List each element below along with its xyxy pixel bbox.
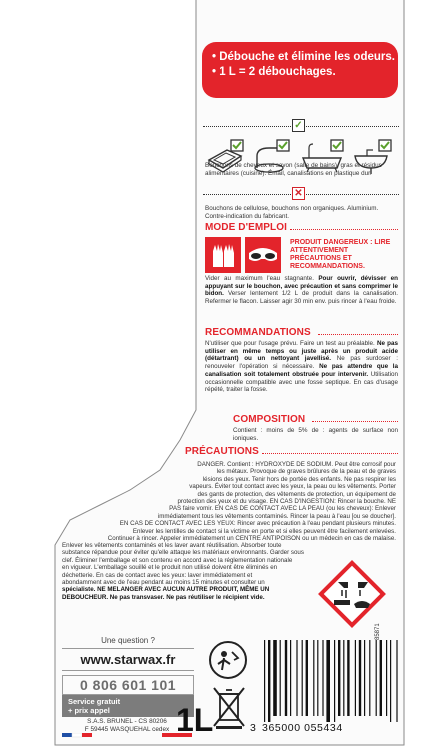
unsuitable-uses-text: Bouchons de cellulose, bouchons non organiques. Aluminium. Contre-indication du fabricant. — [205, 205, 379, 220]
precaution-line: en vigueur. L'emballage souillé et le produit non utilisé doivent être éliminés en — [62, 564, 278, 572]
mode-emploi-text — [205, 275, 398, 306]
barcode-digits: 365000 055434 — [262, 722, 343, 734]
precaution-line: déchetterie. En cas de contact avec les yeux: laver immédiatement et — [62, 571, 253, 579]
precaution-line: DEBOUCHEUR. Ne pas transvaser. Ne pas réutiliser le récipient vide. — [62, 593, 265, 601]
barcode-bar — [317, 640, 318, 716]
company-address — [62, 718, 192, 734]
service-line-2: + prix appel — [68, 706, 110, 715]
barcode-bar — [396, 640, 397, 722]
reco-text-bold-1: Ne pas utiliser en même temps ou juste après un produit acide (détartrant) ou un nettoyant javellisé. — [205, 340, 398, 363]
reco-text-1: N'utiliser que pour l'usage prévu. Faire un test au préalable. — [205, 340, 375, 347]
composition-title: COMPOSITION — [233, 414, 306, 425]
question-label: Une question ? — [101, 636, 155, 645]
composition-text: Contient : moins de 5% de : agents de surface non ioniques. — [233, 427, 398, 442]
claim-line-1: • Débouche et élimine les odeurs. — [212, 51, 395, 63]
recommandations-title: RECOMMANDATIONS — [205, 327, 311, 338]
barcode-bar — [290, 640, 291, 716]
gloves-icon — [205, 237, 241, 273]
barcode-bar — [347, 640, 349, 716]
precaution-line: spécialiste. NE MELANGER AVEC AUCUN AUTRE PRODUIT, MÊME UN — [62, 586, 270, 594]
suitable-uses-text: Bouchons de cheveux et savon (salle de bains), gras et résidus alimentaires (cuisine). Émail, canalisations en plastique dur. — [205, 162, 382, 177]
check-icon: ✓ — [292, 119, 305, 132]
claims-banner — [202, 42, 398, 98]
barcode-bar — [280, 640, 281, 716]
precautions-text-top — [108, 461, 396, 542]
barcode-first-digit: 3 — [250, 722, 256, 734]
reco-text-bold-2: Ne pas attendre que la canalisation soit totalement obstruée pour intervenir. — [205, 363, 399, 378]
precaution-line: EN CAS DE CONTACT AVEC LES YEUX: Rincer avec précaution à l'eau pendant plusieurs minutes. — [119, 520, 396, 528]
phone-number[interactable]: 0 806 601 101 — [62, 675, 194, 695]
recommandations-text — [205, 340, 398, 394]
barcode-bar — [268, 640, 270, 722]
goggles-icon — [245, 237, 281, 273]
barcode-bar — [334, 640, 335, 722]
website-link[interactable]: www.starwax.fr — [62, 648, 194, 671]
precautions-rule — [262, 453, 398, 454]
precautions-text-bottom — [62, 542, 304, 601]
mode-emploi-title: MODE D'EMPLOI — [205, 222, 288, 233]
crossed-bin-icon — [212, 686, 246, 730]
service-line-1: Service gratuit — [68, 697, 121, 706]
flag-stripes — [62, 733, 192, 738]
service-info — [62, 695, 194, 717]
triman-recycle-icon — [208, 640, 248, 680]
barcode-bar — [386, 640, 387, 716]
precaution-line: Enlever les vêtements contaminés et les laver avant réutilisation. Absorber toute — [62, 542, 282, 549]
reco-text-3: Utilisation occasionnelle compatible avec une fosse septique. En cas d'usage répété, traiter la fosse. — [205, 370, 399, 394]
mode-emploi-rule — [290, 229, 398, 230]
protection-pictograms — [205, 237, 285, 273]
precaution-line: lésions des yeux. Tenir hors de portée des enfants. Ne pas respirer les — [202, 475, 396, 483]
barcode-bar — [364, 640, 365, 716]
volume-label: 1L — [176, 702, 214, 738]
mode-emploi-text-1: Vider au maximum l'eau stagnante. — [205, 275, 314, 282]
barcode-bar — [390, 640, 391, 722]
barcode-bar — [326, 640, 330, 722]
precaution-line: immédiatement tous les vêtements contaminés. Rincer la peau à l'eau [ou se doucher]. — [157, 512, 396, 520]
barcode-bar — [322, 640, 323, 716]
precautions-title: PRÉCAUTIONS — [185, 446, 259, 457]
claim-line-2: • 1 L = 2 débouchages. — [212, 66, 336, 78]
precaution-line: protection des yeux et du visage. EN CAS D'INGESTION: Rincer la bouche. NE — [177, 498, 396, 506]
barcode-bar — [273, 640, 277, 716]
recommandations-rule — [318, 334, 398, 335]
company-line-2: F 59445 WASQUEHAL cedex — [84, 726, 170, 733]
precaution-line: vapeurs. Éviter tout contact avec les yeux, la peau ou les vêtements. Porter — [189, 483, 396, 491]
precaution-line: clef. Éliminer l'emballage et son contenu en accord avec la réglementation nationale — [62, 556, 293, 564]
precaution-line: abondamment avec de l'eau pendant au moins 15 minutes et consulter un — [62, 579, 265, 587]
mode-emploi-text-bold: Pour ouvrir, dévisser en appuyant sur le bouchon, avec précaution et sans comprimer le bidon. — [205, 275, 398, 298]
composition-rule — [312, 421, 398, 422]
precaution-line: DANGER. Contient : HYDROXYDE DE SODIUM. Peut être corrosif pour — [197, 461, 396, 468]
barcode-bar — [376, 640, 377, 716]
barcode-bar — [355, 640, 356, 716]
reco-text-2: Ne pas surdoser : renouveler l'opération si nécessaire. — [205, 355, 399, 371]
precaution-line: PAS faire vomir. EN CAS DE CONTACT AVEC LA PEAU (ou les cheveux): Enlever — [169, 505, 396, 513]
barcode-bar — [343, 640, 344, 716]
dangerous-product-warning: PRODUIT DANGEREUX : LIRE ATTENTIVEMENT PRÉCAUTIONS ET RECOMMANDATIONS. — [290, 239, 391, 270]
precaution-line: des gants de protection, des vêtements de protection, un équipement de — [197, 490, 396, 498]
corrosive-hazard-icon — [318, 560, 386, 628]
mode-emploi-text-2: Verser lentement 1/2 L de produit dans la canalisation. Refermer le flacon. Laisser agir 30 min env. puis rincer à l'eau froide. — [205, 290, 398, 306]
company-line-1: S.A.S. BRUNEL - CS 80206 — [87, 718, 167, 725]
barcode-bar — [359, 640, 361, 716]
precaution-line: les métaux. Provoque de graves brûlures de la peau et de graves — [216, 468, 396, 476]
cross-icon: ✕ — [292, 187, 305, 200]
barcode-bar — [338, 640, 340, 716]
barcode-bar — [285, 640, 287, 716]
barcode-bar — [369, 640, 370, 716]
barcode-bar — [380, 640, 382, 716]
barcode-bar — [296, 640, 297, 716]
barcode-bar — [306, 640, 308, 716]
barcode — [262, 640, 398, 722]
barcode-bar — [264, 640, 265, 722]
precaution-line: substance répandue pour éviter qu'elle attaque les matériaux environnants. Garder sous — [62, 549, 304, 557]
precaution-line: Continuer à rincer. Appeler immédiatement un CENTRE ANTIPOISON ou un médecin en cas de malaise. — [107, 535, 396, 543]
barcode-bar — [302, 640, 303, 716]
barcode-bar — [313, 640, 314, 716]
contact-block — [62, 636, 194, 717]
precaution-line: Enlever les lentilles de contact si la victime en porte et si elles peuvent être facilement enlevées. — [132, 527, 396, 535]
product-code: 85871 — [375, 623, 381, 640]
